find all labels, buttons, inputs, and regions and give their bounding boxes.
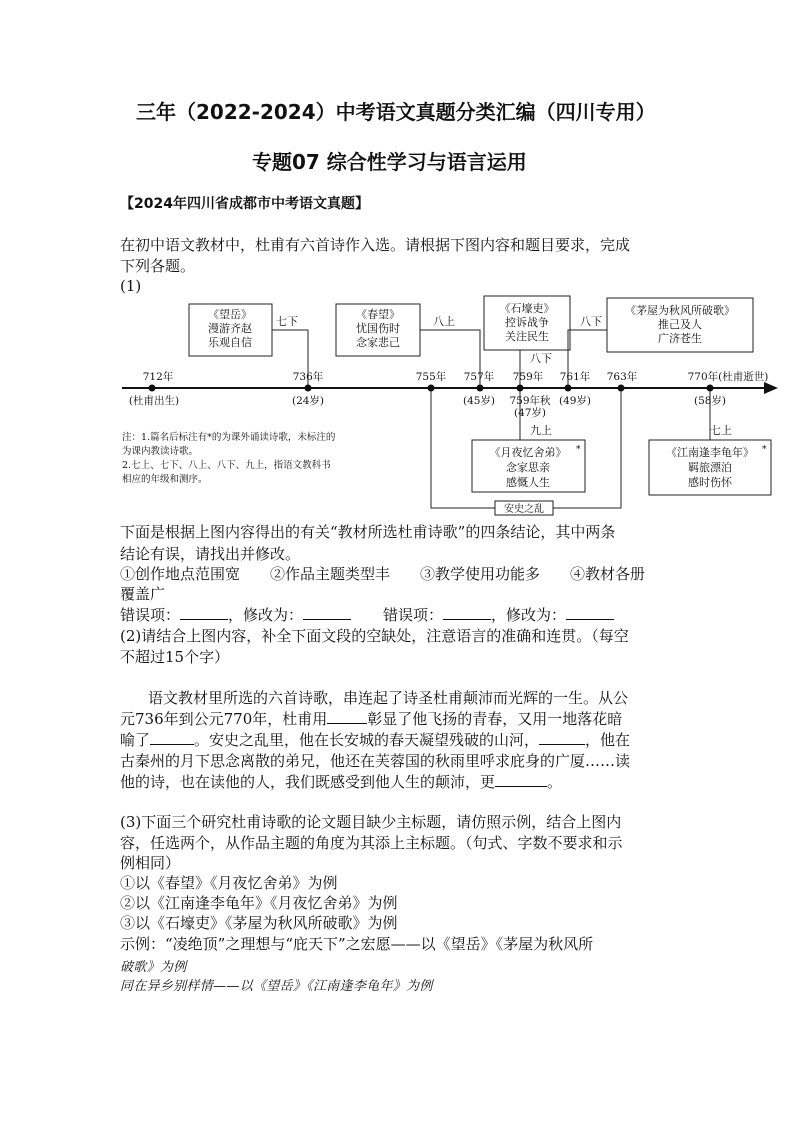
year-note: 759年秋 (509, 395, 551, 407)
year-label: 761年 (559, 371, 591, 383)
year-label: 757年 (463, 371, 495, 383)
poem-line: 控诉战争 (505, 316, 549, 329)
q2-para-line-2: 元736年到公元770年，杜甫用 彰显了他飞扬的青春，又用一地落花暗 (120, 710, 623, 728)
error-label: 错误项： (383, 606, 444, 624)
fill-blank-3[interactable] (539, 730, 585, 745)
fix-blank-2[interactable] (566, 605, 614, 620)
q2-para-line-4: 古秦州的月下思念离散的弟兄，他还在芙蓉国的秋雨里呼求庇身的广厦……读 (120, 752, 631, 770)
year-label: 759年 (512, 371, 544, 383)
grade-label: 八上 (433, 315, 455, 328)
poem-title: 《月夜忆舍弟》 (489, 446, 567, 459)
q3-example-line-1: 示例：“凌绝顶”之理想与“庇天下”之宏愿——以《望岳》《茅屋为秋风所 (120, 935, 594, 953)
fix-label: ，修改为： (228, 606, 304, 624)
q3-example-answer: 同在异乡别样情——以《望岳》《江南逢李龟年》为例 (120, 979, 433, 994)
grade-label: 七下 (276, 315, 298, 328)
grade-label: 八下 (580, 315, 602, 328)
poem-line: 羁旅漂泊 (688, 461, 732, 474)
grade-label: 八下 (530, 352, 552, 365)
fill-blank-2[interactable] (150, 730, 194, 745)
poem-line: 推己及人 (658, 318, 702, 331)
year-label: 755年 (415, 371, 447, 383)
dupoetry-timeline-diagram (0, 0, 794, 530)
q3-option-3: ③以《石壕吏》《茅屋为秋风所破歌》为例 (120, 914, 398, 932)
year-note: (45岁) (462, 395, 496, 407)
poem-line: 漫游齐赵 (208, 322, 252, 335)
q2-line-1: (2)请结合上图内容，补全下面文段的空缺处，注意语言的准确和连贯。（每空 (120, 627, 629, 645)
poem-title: 《茅屋为秋风所破歌》 (625, 304, 735, 317)
document-subtitle: 专题07 综合性学习与语言运用 (252, 150, 527, 174)
q2-line-2: 不超过15个字） (120, 648, 230, 666)
year-label: 736年 (292, 371, 324, 383)
q2-para-line-1: 语文教材里所选的六首诗歌，串连起了诗圣杜甫颠沛而光辉的一生。从公 (148, 689, 629, 707)
q1-answer-row (120, 604, 614, 626)
note-line: 注：1.篇名后标注有*的为课外诵读诗歌，未标注的 (122, 432, 336, 443)
note-line: 相应的年级和测序。 (122, 474, 208, 485)
year-label: 763年 (606, 371, 638, 383)
poem-line: 广济苍生 (658, 332, 702, 345)
poem-line: 念家悲己 (356, 336, 400, 349)
star-mark: * (576, 445, 581, 455)
q3-option-1: ①以《春望》《月夜忆舍弟》为例 (120, 874, 338, 892)
poem-title: 《春望》 (356, 308, 400, 321)
question-1-label: (1) (120, 277, 142, 295)
grade-label: 七上 (710, 424, 732, 437)
q1-line-1: 下面是根据上图内容得出的有关“教材所选杜甫诗歌”的四条结论，其中两条 (120, 523, 616, 541)
error-blank-2[interactable] (443, 605, 491, 620)
fill-blank-4[interactable] (495, 772, 547, 787)
q3-line-1: (3)下面三个研究杜甫诗歌的论文题目缺少主标题，请仿照示例，结合上图内 (120, 813, 622, 831)
q1-options-2: 覆盖广 (120, 585, 166, 603)
grade-label: 九上 (530, 424, 552, 437)
anshi-label: 安史之乱 (504, 504, 544, 515)
note-line: 为课内教读诗歌。 (122, 446, 199, 457)
intro-line-1: 在初中语文教材中，杜甫有六首诗作入选。请根据下图内容和题目要求，完成 (120, 236, 631, 254)
poem-title: 《望岳》 (208, 308, 252, 321)
q1-options: ①创作地点范围宽 ②作品主题类型丰 ③教学使用功能多 ④教材各册 (120, 565, 646, 583)
poem-line: 念家思亲 (506, 461, 550, 474)
q3-line-3: 例相同） (120, 854, 181, 872)
timeline-arrow (764, 382, 778, 394)
poem-line: 忧国伤时 (356, 322, 400, 335)
q1-line-2: 结论有误，请找出并修改。 (120, 545, 301, 563)
year-note: (49岁) (558, 395, 592, 407)
intro-line-2: 下列各题。 (120, 257, 196, 275)
q2-para-line-3: 喻了 。安史之乱里，他在长安城的春天凝望残破的山河， ，他在 (120, 731, 631, 749)
year-label: 770年(杜甫逝世) (687, 371, 769, 383)
error-blank-1[interactable] (180, 605, 228, 620)
q3-line-2: 容，任选两个，从作品主题的角度为其添上主标题。（句式、字数不要求和示 (120, 834, 623, 852)
q3-example-line-2: 破歌》为例 (120, 960, 187, 975)
poem-title: 《江南逢李龟年》 (666, 446, 754, 459)
poem-title: 《石壕吏》 (499, 302, 555, 315)
q3-option-2: ②以《江南逢李龟年》《月夜忆舍弟》为例 (120, 894, 398, 912)
fix-label: ，修改为： (491, 606, 567, 624)
error-label: 错误项： (120, 606, 181, 624)
year-label: 712年 (142, 371, 174, 383)
poem-line: 乐观自信 (208, 336, 252, 349)
star-mark: * (762, 445, 767, 455)
document-title: 三年（2022-2024）中考语文真题分类汇编（四川专用） (136, 100, 656, 124)
fix-blank-1[interactable] (303, 605, 351, 620)
note-line: 2.七上、七下、八上、八下、九上，指语文教科书 (122, 460, 331, 471)
year-note: (47岁) (513, 407, 547, 419)
poem-line: 关注民生 (505, 330, 549, 343)
year-note: (58岁) (693, 395, 727, 407)
poem-line: 感慨人生 (506, 476, 550, 489)
section-heading: 【2024年四川省成都市中考语文真题】 (120, 196, 369, 212)
year-note: (杜甫出生) (128, 395, 180, 407)
fill-blank-1[interactable] (327, 709, 367, 724)
poem-line: 感时伤怀 (688, 476, 732, 489)
year-note: (24岁) (291, 395, 325, 407)
q2-para-line-5: 他的诗，也在读他的人，我们既感受到他人生的颠沛，更 。 (120, 773, 563, 791)
